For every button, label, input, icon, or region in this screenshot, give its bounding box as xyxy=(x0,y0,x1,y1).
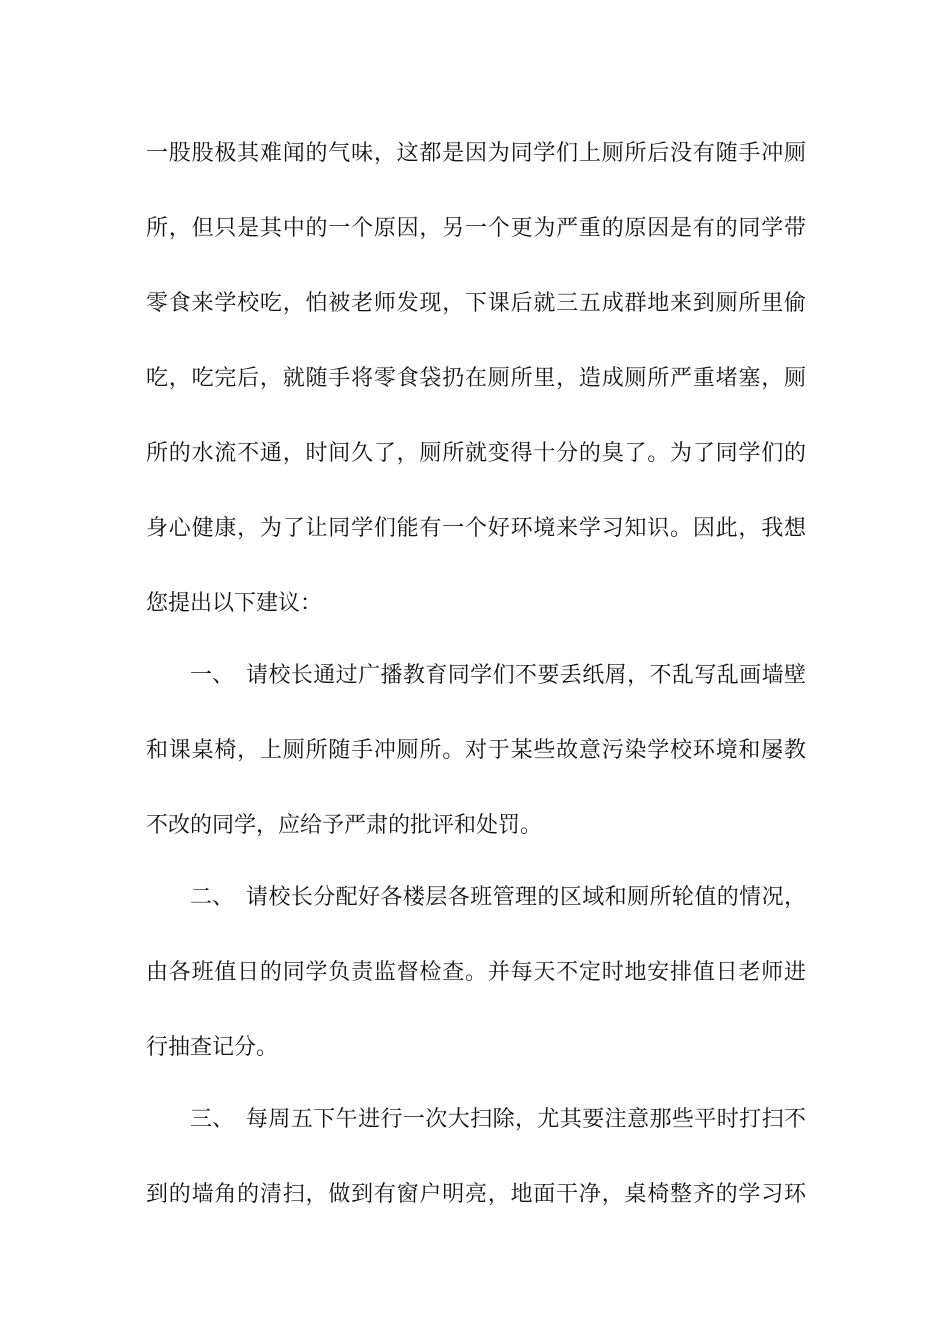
paragraph-line: 一股股极其难闻的气味，这都是因为同学们上厕所后没有随手冲厕 xyxy=(146,141,806,166)
suggestion-marker: 一、 xyxy=(190,663,235,688)
suggestion-line: 请校长通过广播教育同学们不要丢纸屑，不乱写乱画墙壁 xyxy=(246,663,806,688)
suggestion-line: 由各班值日的同学负责监督检查。并每天不定时地安排值日老师进 xyxy=(146,960,806,985)
suggestion-line: 请校长分配好各楼层各班管理的区域和厕所轮值的情况， xyxy=(246,885,806,910)
paragraph-line: 所，但只是其中的一个原因，另一个更为严重的原因是有的同学带 xyxy=(146,216,806,241)
paragraph-line: 零食来学校吃，怕被老师发现，下课后就三五成群地来到厕所里偷 xyxy=(146,291,806,316)
suggestion-line: 每周五下午进行一次大扫除，尤其要注意那些平时打扫不 xyxy=(246,1107,806,1132)
suggestion-marker: 三、 xyxy=(190,1107,235,1132)
suggestion-line: 行抽查记分。 xyxy=(146,1035,279,1060)
paragraph-line: 身心健康，为了让同学们能有一个好环境来学习知识。因此，我想 xyxy=(146,516,806,541)
suggestion-line: 和课桌椅，上厕所随手冲厕所。对于某些故意污染学校环境和屡教 xyxy=(146,738,806,763)
paragraph-line: 您提出以下建议： xyxy=(146,591,323,616)
suggestion-line: 到的墙角的清扫，做到有窗户明亮，地面干净，桌椅整齐的学习环 xyxy=(146,1182,806,1207)
paragraph-line: 所的水流不通，时间久了，厕所就变得十分的臭了。为了同学们的 xyxy=(146,441,806,466)
suggestion-line: 不改的同学，应给予严肃的批评和处罚。 xyxy=(146,813,543,838)
suggestion-marker: 二、 xyxy=(190,885,235,910)
paragraph-line: 吃，吃完后，就随手将零食袋扔在厕所里，造成厕所严重堵塞，厕 xyxy=(146,366,806,391)
